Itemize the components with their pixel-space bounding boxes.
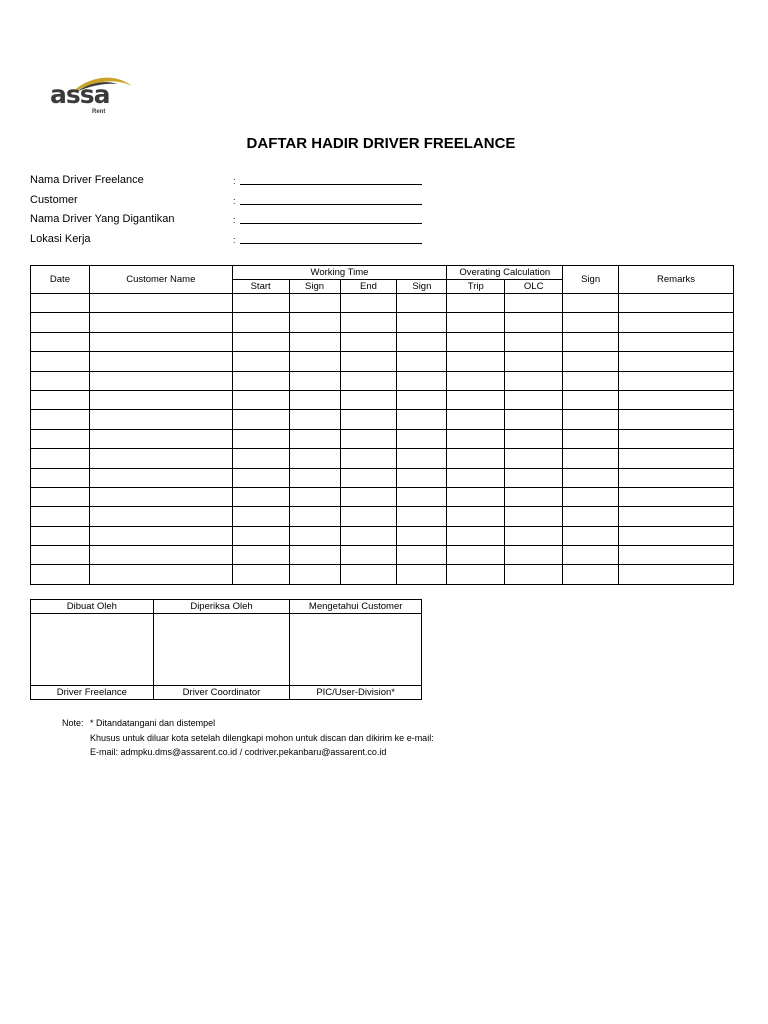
table-cell[interactable] [563, 294, 619, 313]
table-cell[interactable] [619, 449, 734, 468]
signature-table [30, 599, 422, 700]
table-cell[interactable] [505, 352, 563, 371]
table-cell[interactable] [289, 546, 340, 565]
table-row [31, 410, 734, 429]
header-customer-name: Customer Name [89, 266, 232, 294]
table-cell[interactable] [31, 352, 90, 371]
fill-line[interactable] [240, 223, 422, 224]
note-line: * Ditandatangani dan distempel [90, 718, 216, 728]
table-cell[interactable] [397, 410, 447, 429]
table-cell[interactable] [340, 429, 397, 448]
table-cell[interactable] [232, 449, 289, 468]
table-cell[interactable] [232, 565, 289, 584]
table-cell[interactable] [397, 390, 447, 409]
table-cell[interactable] [340, 546, 397, 565]
table-cell[interactable] [340, 410, 397, 429]
field-colon: : [233, 176, 236, 186]
table-cell[interactable] [31, 449, 90, 468]
table-cell[interactable] [397, 565, 447, 584]
table-cell[interactable] [447, 410, 505, 429]
table-cell[interactable] [289, 468, 340, 487]
sig-header-acknowledged-customer: Mengetahui Customer [290, 600, 422, 614]
fill-line[interactable] [240, 184, 422, 185]
table-cell[interactable] [232, 546, 289, 565]
table-cell[interactable] [619, 565, 734, 584]
attendance-table [30, 265, 734, 585]
header-end: End [340, 280, 397, 294]
table-cell[interactable] [31, 468, 90, 487]
table-cell[interactable] [563, 507, 619, 526]
table-cell[interactable] [232, 332, 289, 351]
table-cell[interactable] [447, 313, 505, 332]
header-start: Start [232, 280, 289, 294]
header-olc: OLC [505, 280, 563, 294]
table-cell[interactable] [89, 487, 232, 506]
table-cell[interactable] [397, 313, 447, 332]
table-row [31, 487, 734, 506]
table-cell[interactable] [289, 332, 340, 351]
table-cell[interactable] [89, 371, 232, 390]
logo-text: assa [50, 80, 110, 109]
sig-header-checked-by: Diperiksa Oleh [153, 600, 290, 614]
table-cell[interactable] [89, 546, 232, 565]
header-date: Date [31, 266, 90, 294]
table-cell[interactable] [31, 371, 90, 390]
table-cell[interactable] [505, 332, 563, 351]
logo-subtext: Rent [92, 109, 106, 115]
table-cell[interactable] [89, 565, 232, 584]
note-line: Khusus untuk diluar kota setelah dilengkapi mohon untuk discan dan dikirim ke e-mail: [90, 732, 434, 743]
table-cell[interactable] [289, 410, 340, 429]
header-trip: Trip [447, 280, 505, 294]
table-cell[interactable] [563, 332, 619, 351]
table-cell[interactable] [232, 410, 289, 429]
table-cell[interactable] [505, 390, 563, 409]
table-cell[interactable] [447, 487, 505, 506]
table-cell[interactable] [619, 390, 734, 409]
table-cell[interactable] [340, 507, 397, 526]
table-cell[interactable] [505, 371, 563, 390]
sig-footer-driver-coordinator: Driver Coordinator [153, 686, 290, 700]
table-row [31, 390, 734, 409]
table-cell[interactable] [447, 546, 505, 565]
header-operating-calculation: Overating Calculation [447, 266, 563, 280]
table-cell[interactable] [31, 546, 90, 565]
table-cell[interactable] [447, 371, 505, 390]
table-cell[interactable] [397, 526, 447, 545]
table-cell[interactable] [563, 468, 619, 487]
table-cell[interactable] [447, 565, 505, 584]
table-cell[interactable] [619, 332, 734, 351]
table-cell[interactable] [232, 429, 289, 448]
field-colon: : [233, 195, 236, 206]
table-cell[interactable] [289, 507, 340, 526]
table-cell[interactable] [619, 410, 734, 429]
table-cell[interactable] [340, 468, 397, 487]
table-cell[interactable] [89, 429, 232, 448]
table-row [31, 565, 734, 584]
table-cell[interactable] [563, 429, 619, 448]
table-cell[interactable] [232, 468, 289, 487]
table-cell[interactable] [232, 526, 289, 545]
table-row [31, 371, 734, 390]
table-row [31, 313, 734, 332]
table-cell[interactable] [397, 546, 447, 565]
field-label: Lokasi Kerja [30, 232, 91, 245]
table-row [31, 546, 734, 565]
table-cell[interactable] [447, 507, 505, 526]
table-row [31, 332, 734, 351]
table-cell[interactable] [563, 390, 619, 409]
sig-footer-pic-user-division: PIC/User-Division* [290, 686, 422, 700]
field-label: Nama Driver Freelance [30, 174, 144, 186]
table-cell[interactable] [447, 449, 505, 468]
sig-footer-driver-freelance: Driver Freelance [31, 686, 154, 700]
table-cell[interactable] [447, 390, 505, 409]
table-cell[interactable] [289, 526, 340, 545]
table-cell[interactable] [619, 429, 734, 448]
table-cell[interactable] [563, 565, 619, 584]
table-cell[interactable] [563, 487, 619, 506]
table-cell[interactable] [232, 352, 289, 371]
table-cell[interactable] [289, 371, 340, 390]
table-cell[interactable] [89, 332, 232, 351]
table-row [31, 526, 734, 545]
table-cell[interactable] [505, 294, 563, 313]
table-cell[interactable] [289, 390, 340, 409]
field-colon: : [233, 234, 236, 245]
table-cell[interactable] [447, 332, 505, 351]
table-cell[interactable] [619, 526, 734, 545]
table-cell[interactable] [340, 565, 397, 584]
table-cell[interactable] [289, 294, 340, 313]
table-cell[interactable] [505, 507, 563, 526]
company-logo [46, 74, 136, 120]
form-title: DAFTAR HADIR DRIVER FREELANCE [246, 135, 516, 152]
table-cell[interactable] [31, 390, 90, 409]
table-cell[interactable] [340, 294, 397, 313]
header-remarks: Remarks [619, 266, 734, 294]
table-cell[interactable] [397, 294, 447, 313]
table-cell[interactable] [563, 371, 619, 390]
table-cell[interactable] [563, 526, 619, 545]
table-cell[interactable] [89, 294, 232, 313]
table-cell[interactable] [340, 371, 397, 390]
fill-line[interactable] [240, 243, 422, 244]
table-cell[interactable] [397, 332, 447, 351]
table-cell[interactable] [340, 390, 397, 409]
table-cell[interactable] [31, 313, 90, 332]
note-body [90, 716, 434, 760]
table-cell[interactable] [505, 546, 563, 565]
table-row [31, 468, 734, 487]
table-cell[interactable] [31, 332, 90, 351]
table-cell[interactable] [289, 352, 340, 371]
table-cell[interactable] [232, 390, 289, 409]
table-cell[interactable] [340, 487, 397, 506]
table-cell[interactable] [397, 468, 447, 487]
table-cell[interactable] [563, 313, 619, 332]
table-cell[interactable] [289, 565, 340, 584]
table-cell[interactable] [505, 468, 563, 487]
table-cell[interactable] [447, 294, 505, 313]
table-cell[interactable] [505, 429, 563, 448]
table-cell[interactable] [397, 487, 447, 506]
table-cell[interactable] [619, 507, 734, 526]
field-label: Customer [30, 193, 78, 206]
table-cell[interactable] [289, 449, 340, 468]
table-cell[interactable] [232, 507, 289, 526]
table-cell[interactable] [447, 526, 505, 545]
table-cell[interactable] [289, 429, 340, 448]
table-cell[interactable] [340, 313, 397, 332]
table-cell[interactable] [619, 294, 734, 313]
table-cell[interactable] [619, 546, 734, 565]
table-cell[interactable] [505, 410, 563, 429]
header-sign-start: Sign [289, 280, 340, 294]
table-cell[interactable] [619, 487, 734, 506]
table-cell[interactable] [619, 352, 734, 371]
table-cell[interactable] [619, 468, 734, 487]
table-cell[interactable] [89, 449, 232, 468]
table-cell[interactable] [505, 526, 563, 545]
table-cell[interactable] [447, 352, 505, 371]
table-cell[interactable] [619, 313, 734, 332]
field-colon: : [233, 215, 236, 225]
table-cell[interactable] [619, 371, 734, 390]
table-cell[interactable] [89, 507, 232, 526]
table-cell[interactable] [31, 294, 90, 313]
table-cell[interactable] [31, 410, 90, 429]
table-cell[interactable] [397, 429, 447, 448]
table-row [31, 507, 734, 526]
table-cell[interactable] [505, 313, 563, 332]
table-cell[interactable] [505, 449, 563, 468]
table-cell[interactable] [563, 410, 619, 429]
note-line: E-mail: admpku.dms@assarent.co.id / codriver.pekanbaru@assarent.co.id [90, 747, 387, 757]
note-label: Note: [62, 718, 84, 728]
table-row [31, 352, 734, 371]
sig-header-created-by: Dibuat Oleh [31, 600, 154, 614]
table-cell[interactable] [232, 313, 289, 332]
fill-line[interactable] [240, 204, 422, 205]
table-cell[interactable] [232, 371, 289, 390]
table-cell[interactable] [89, 468, 232, 487]
signature-box[interactable] [31, 614, 154, 686]
header-sign: Sign [563, 266, 619, 294]
table-cell[interactable] [340, 332, 397, 351]
table-cell[interactable] [31, 526, 90, 545]
table-cell[interactable] [89, 410, 232, 429]
table-cell[interactable] [31, 429, 90, 448]
table-cell[interactable] [505, 487, 563, 506]
table-cell[interactable] [563, 449, 619, 468]
table-cell[interactable] [31, 565, 90, 584]
table-cell[interactable] [340, 449, 397, 468]
table-cell[interactable] [31, 487, 90, 506]
table-cell[interactable] [31, 507, 90, 526]
header-sign-end: Sign [397, 280, 447, 294]
table-cell[interactable] [397, 371, 447, 390]
header-working-time: Working Time [232, 266, 447, 280]
table-cell[interactable] [289, 313, 340, 332]
table-cell[interactable] [289, 487, 340, 506]
table-row [31, 294, 734, 313]
table-cell[interactable] [447, 468, 505, 487]
table-cell[interactable] [505, 565, 563, 584]
table-cell[interactable] [89, 390, 232, 409]
table-cell[interactable] [447, 429, 505, 448]
table-cell[interactable] [340, 526, 397, 545]
table-row [31, 429, 734, 448]
table-cell[interactable] [232, 294, 289, 313]
signature-box[interactable] [153, 614, 290, 686]
table-cell[interactable] [397, 507, 447, 526]
table-cell[interactable] [563, 546, 619, 565]
table-cell[interactable] [563, 352, 619, 371]
table-cell[interactable] [397, 449, 447, 468]
table-cell[interactable] [89, 313, 232, 332]
signature-box[interactable] [290, 614, 422, 686]
field-label: Nama Driver Yang Digantikan [30, 213, 175, 225]
table-cell[interactable] [89, 526, 232, 545]
table-cell[interactable] [232, 487, 289, 506]
table-cell[interactable] [89, 352, 232, 371]
table-cell[interactable] [340, 352, 397, 371]
table-row [31, 449, 734, 468]
table-cell[interactable] [397, 352, 447, 371]
